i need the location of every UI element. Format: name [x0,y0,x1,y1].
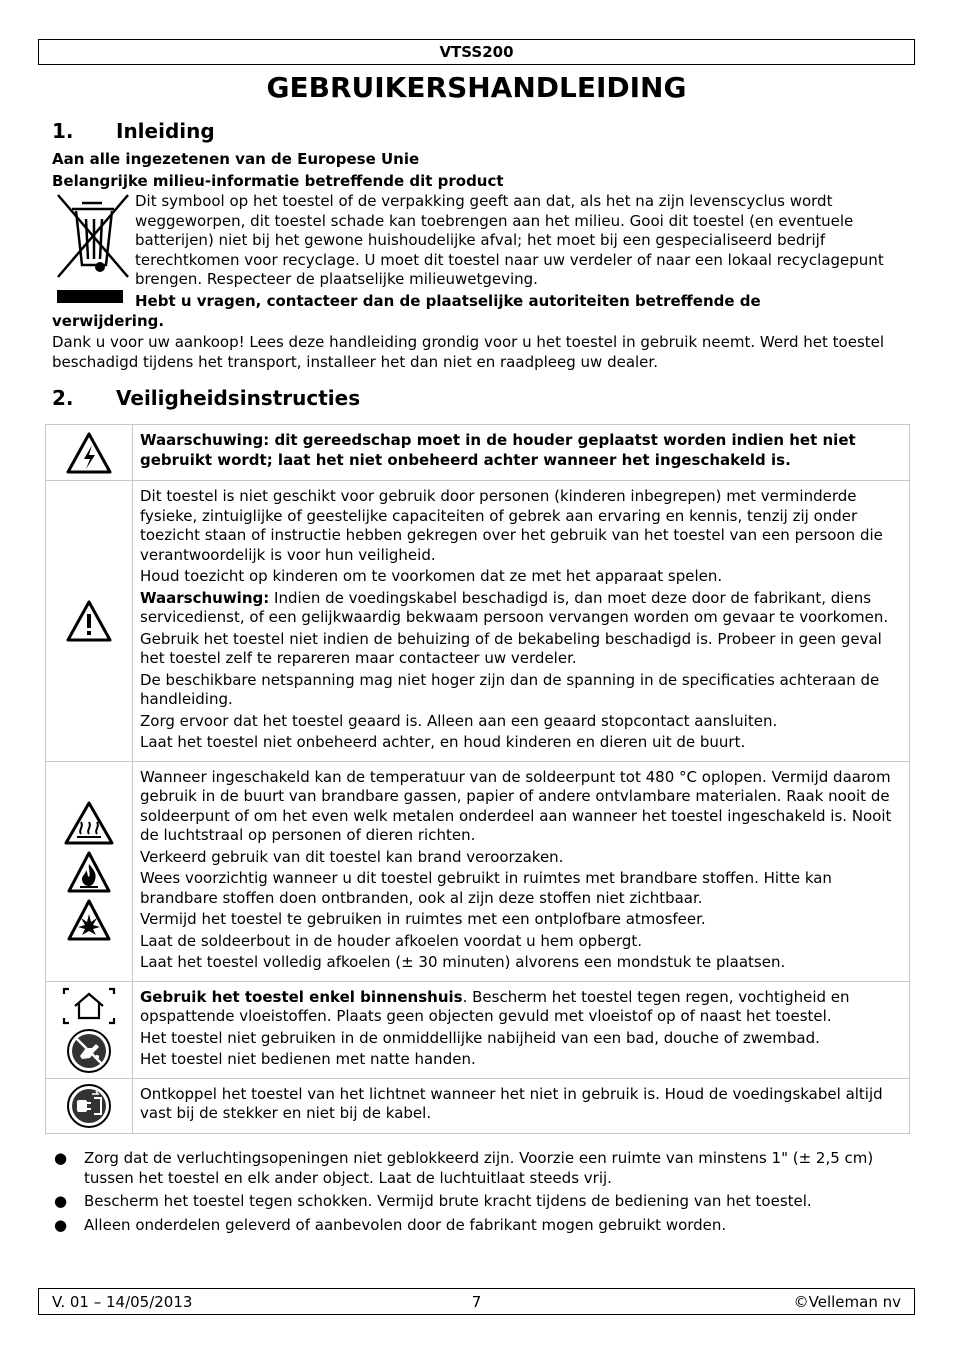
section-1-number: 1. [52,119,74,143]
section-2-number: 2. [52,386,74,410]
icon-cell [46,761,133,981]
text-cell [133,1078,910,1133]
questions-line-2: verwijdering. [52,312,165,330]
table-row [46,761,910,981]
list-item [52,1216,912,1236]
weee-paragraph: Dit symbool op het toestel of de verpakking geeft aan dat, als het na zijn levenscyclus wordt weggeworpen, dit toestel schade kan toebrengen aan het milieu. Gooi dit toestel (en eventuele batterijen) niet bij het gewone huishoudelijke afval; het moet bij een gespecialiseerd bedrijf terechtkomen voor recyclage. U moet dit toestel naar uw verdeler of naar een lokaal recyclagepunt brengen. Respecteer de plaatselijke milieuwetgeving. [135,192,884,288]
document-header [38,39,915,65]
table-row [46,481,910,762]
indoor-label: Gebruik het toestel enkel binnenshuis [140,987,463,1006]
document-footer [38,1288,915,1315]
paragraph: Ontkoppel het toestel van het lichtnet wanneer het niet in gebruik is. Houd de voedingskabel altijd vast bij de stekker en niet bij de kabel. [140,1084,883,1122]
list-item-text: Bescherm het toestel tegen schokken. Vermijd brute kracht tijdens de bediening van het toestel. [84,1192,812,1210]
weee-black-bar [57,290,123,303]
page-number: 7 [471,1293,482,1311]
hot-surface-icon [63,800,115,846]
section-2-title: Veiligheidsinstructies [116,386,361,410]
text-cell [133,425,910,481]
table-row [46,425,910,481]
paragraph: Het toestel niet gebruiken in de onmiddellijke nabijheid van een bad, douche of zwembad. [140,1028,820,1047]
warning-label: Waarschuwing: [140,588,270,607]
paragraph: Laat het toestel niet onbeheerd achter, en houd kinderen en dieren uit de buurt. [140,733,746,751]
questions-line-1: Hebt u vragen, contacteer dan de plaatselijke autoriteiten betreffende de [135,292,761,310]
text-cell [133,981,910,1078]
table-row [46,981,910,1078]
high-voltage-warning-icon [65,431,113,475]
general-warning-icon [65,599,113,643]
version-date: V. 01 – 14/05/2013 [52,1293,193,1311]
paragraph: Vermijd het toestel te gebruiken in ruimtes met een ontplofbare atmosfeer. [140,910,706,928]
page-title: GEBRUIKERSHANDLEIDING [266,71,687,104]
list-item [52,1192,912,1212]
model-name: VTSS200 [439,43,514,61]
warning-text: Waarschuwing: dit gereedschap moet in de houder geplaatst worden indien het niet gebruikt wordt; laat het niet onbeheerd achter wanneer het ingeschakeld is. [140,431,856,469]
safety-table [45,424,910,1134]
weee-crossed-bin-icon [52,193,132,281]
no-wet-hands-icon [66,1028,112,1074]
paragraph: Verkeerd gebruik van dit toestel kan brand veroorzaken. [140,847,564,866]
icon-cell [46,1078,133,1133]
flammable-icon [66,850,112,894]
bullet-list [52,1149,912,1239]
section-1-title: Inleiding [116,119,215,143]
paragraph: Het toestel niet bedienen met natte handen. [140,1050,476,1068]
thanks-paragraph: Dank u voor uw aankoop! Lees deze handleiding grondig voor u het toestel in gebruik neemt. Werd het toestel beschadigd tijdens het transport, installeer het dan niet en raadpleeg uw dealer. [52,333,885,371]
table-row [46,1078,910,1133]
bullet-icon: ● [54,1149,68,1167]
paragraph: Zorg ervoor dat het toestel geaard is. Alleen aan een geaard stopcontact aansluiten. [140,711,778,730]
bullet-icon: ● [54,1215,68,1234]
paragraph: Houd toezicht op kinderen om te voorkomen dat ze met het apparaat spelen. [140,567,723,585]
paragraph: Laat de soldeerbout in de houder afkoelen voordat u hem opbergt. [140,931,643,950]
list-item-text: Zorg dat de verluchtingsopeningen niet geblokkeerd zijn. Voorzie een ruimte van minstens 1" (± 2,5 cm) tussen het toestel en elk ander object. Laat de luchtuitlaat steeds vrij. [84,1149,874,1187]
icon-cell [46,481,133,762]
indoor-rest: . Bescherm het toestel tegen regen, vochtigheid en opspattende vloeistoffen. Plaats geen objecten gevuld met vloeistof op of naast het toestel. [140,987,850,1025]
section-2-heading [52,385,360,411]
explosive-icon [66,898,112,942]
icon-cell [46,981,133,1078]
indoor-use-icon [61,986,117,1026]
paragraph: De beschikbare netspanning mag niet hoger zijn dan de spanning in de specificaties achteraan de handleiding. [140,670,880,708]
list-item [52,1149,912,1188]
unplug-icon [66,1083,112,1129]
list-item-text: Alleen onderdelen geleverd of aanbevolen door de fabrikant mogen gebruikt worden. [84,1215,727,1234]
paragraph: Dit toestel is niet geschikt voor gebruik door personen (kinderen inbegrepen) met verminderde fysieke, zintuiglijke of geestelijke capaciteiten of gebrek aan ervaring en kennis, tenzij zij onder toezicht staan of instructie hebben gekregen over het gebruik van het toestel van een persoon die verantwoordelijk is voor hun veiligheid. [140,487,883,564]
paragraph [140,988,901,1027]
paragraph: Wanneer ingeschakeld kan de temperatuur van de soldeerpunt tot 480 °C oplopen. Vermijd daarom gebruik in de buurt van brandbare gassen, papier of andere ontvlambare materialen. Raak nooit de soldeerpunt of om het even welk metalen onderdeel aan wanneer het toestel ingeschakeld is. Nooit de luchtstraal op personen of dieren richten. [140,767,892,844]
copyright: ©Velleman nv [793,1293,901,1311]
text-cell [133,761,910,981]
icon-cell [46,425,133,481]
paragraph: Wees voorzichtig wanneer u dit toestel gebruikt in ruimtes met brandbare stoffen. Hitte kan brandbare stoffen doen ontbranden, ook al zijn deze stoffen niet zichtbaar. [140,869,832,907]
eu-heading: Aan alle ingezetenen van de Europese Unie [52,150,420,168]
env-heading: Belangrijke milieu-informatie betreffende dit product [52,172,504,190]
warning-rest: Indien de voedingskabel beschadigd is, dan moet deze door de fabrikant, diens servicedienst, of een gelijkwaardig bekwaam persoon vervangen worden om gevaar te voorkomen. [140,588,889,626]
section-1-heading [52,118,215,144]
paragraph [140,589,901,628]
text-cell [133,481,910,762]
paragraph: Gebruik het toestel niet indien de behuizing of de bekabeling beschadigd is. Probeer in geen geval het toestel zelf te repareren maar contacteer uw verdeler. [140,629,882,667]
paragraph: Laat het toestel volledig afkoelen (± 30 minuten) alvorens een mondstuk te plaatsen. [140,953,786,971]
bullet-icon: ● [54,1192,68,1210]
